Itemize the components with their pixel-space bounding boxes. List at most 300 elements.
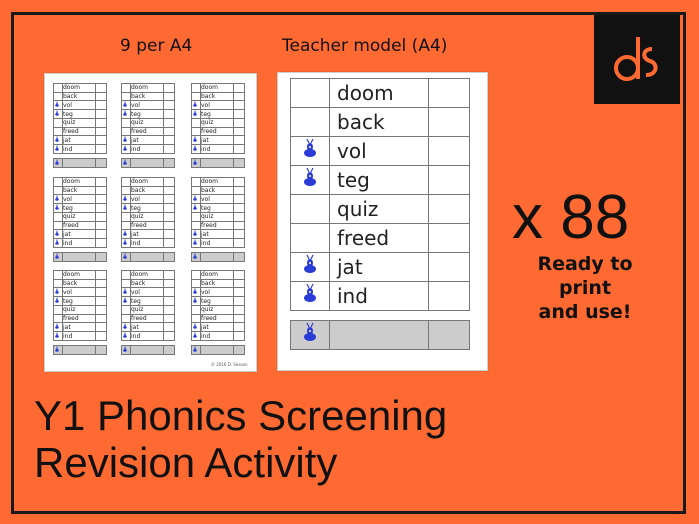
mini-icon-cell: [122, 332, 131, 341]
alien-icon: [122, 204, 128, 210]
mini-word-row: [192, 186, 245, 195]
mini-word-row: [122, 178, 175, 187]
mini-answer-cell: [164, 221, 175, 230]
alien-icon: [122, 195, 128, 201]
mini-icon-cell: [122, 204, 131, 213]
mini-word-row: [54, 84, 107, 93]
mini-answer-cell: [234, 110, 245, 119]
mini-icon-cell: [192, 332, 201, 341]
mini-word-row: [192, 178, 245, 187]
mini-answer-cell: [164, 119, 175, 128]
mini-word-row: [122, 230, 175, 239]
mini-word-row: [54, 279, 107, 288]
mini-word-row: [122, 136, 175, 145]
alien-icon: [54, 239, 60, 245]
word-row: [291, 282, 470, 311]
alien-icon: [54, 297, 60, 303]
mini-answer-cell: [96, 346, 107, 355]
mini-word-row: [54, 271, 107, 280]
mini-word-row: [54, 204, 107, 213]
mini-icon-cell: [54, 84, 63, 93]
mini-answer-cell: [164, 346, 175, 355]
alien-icon: [300, 283, 320, 303]
mini-word-cell: vol: [131, 101, 164, 110]
mini-word-row: [54, 186, 107, 195]
mini-answer-cell: [234, 306, 245, 315]
mini-answer-cell: [164, 110, 175, 119]
mini-answer-cell: [164, 253, 175, 262]
mini-word-cell: teg: [201, 110, 234, 119]
mini-score-cell: [201, 159, 234, 168]
mini-word-cell: vol: [201, 195, 234, 204]
mini-word-row: [192, 119, 245, 128]
mini-word-row: [54, 119, 107, 128]
mini-answer-cell: [164, 178, 175, 187]
mini-icon-cell: [192, 159, 201, 168]
mini-answer-cell: [96, 110, 107, 119]
mini-word-cell: ind: [131, 239, 164, 248]
answer-cell: [429, 321, 470, 350]
mini-word-cell: doom: [63, 271, 96, 280]
mini-icon-cell: [122, 84, 131, 93]
mini-answer-cell: [96, 253, 107, 262]
mini-word-row: [192, 332, 245, 341]
mini-word-cell: quiz: [201, 306, 234, 315]
mini-icon-cell: [192, 145, 201, 154]
mini-icon-cell: [54, 136, 63, 145]
mini-answer-cell: [234, 145, 245, 154]
mini-icon-cell: [122, 271, 131, 280]
mini-score-row: [54, 346, 107, 355]
mini-icon-cell: [122, 253, 131, 262]
mini-answer-cell: [96, 92, 107, 101]
icon-cell: [291, 108, 330, 137]
word-row: [291, 108, 470, 137]
alien-icon: [122, 323, 128, 329]
alien-icon: [122, 239, 128, 245]
mini-icon-cell: [122, 127, 131, 136]
mini-answer-cell: [164, 314, 175, 323]
mini-icon-cell: [192, 221, 201, 230]
mini-answer-cell: [234, 297, 245, 306]
mini-icon-cell: [192, 136, 201, 145]
mini-answer-cell: [234, 253, 245, 262]
mini-icon-cell: [122, 323, 131, 332]
mini-word-row: [192, 204, 245, 213]
mini-word-row: [122, 279, 175, 288]
mini-icon-cell: [54, 178, 63, 187]
alien-icon: [192, 323, 198, 329]
alien-icon: [54, 253, 60, 259]
nine-per-a4-sheet: [44, 73, 257, 372]
mini-score-cell: [201, 253, 234, 262]
alien-icon: [300, 167, 320, 187]
mini-word-cell: freed: [63, 127, 96, 136]
mini-word-row: [54, 92, 107, 101]
mini-score-row: [122, 253, 175, 262]
mini-word-cell: doom: [131, 84, 164, 93]
mini-word-cell: freed: [201, 314, 234, 323]
mini-icon-cell: [54, 346, 63, 355]
mini-answer-cell: [96, 127, 107, 136]
mini-word-cell: teg: [201, 204, 234, 213]
alien-icon: [122, 332, 128, 338]
word-row: [291, 79, 470, 108]
mini-icon-cell: [192, 119, 201, 128]
mini-word-cell: jat: [131, 230, 164, 239]
mini-word-cell: ind: [131, 145, 164, 154]
mini-icon-cell: [54, 314, 63, 323]
mini-word-cell: back: [131, 92, 164, 101]
mini-word-cell: doom: [131, 178, 164, 187]
mini-card: [191, 177, 245, 262]
mini-word-row: [122, 92, 175, 101]
mini-answer-cell: [96, 279, 107, 288]
mini-answer-cell: [96, 306, 107, 315]
mini-icon-cell: [192, 213, 201, 222]
teacher-model-table: [290, 78, 470, 350]
alien-icon: [54, 145, 60, 151]
mini-word-cell: jat: [201, 136, 234, 145]
mini-card: [53, 83, 107, 168]
mini-answer-cell: [164, 84, 175, 93]
mini-answer-cell: [96, 221, 107, 230]
mini-word-row: [122, 101, 175, 110]
alien-icon: [54, 346, 60, 352]
mini-answer-cell: [164, 288, 175, 297]
mini-word-row: [192, 306, 245, 315]
mini-answer-cell: [234, 127, 245, 136]
word-row: [291, 137, 470, 166]
mini-answer-cell: [164, 92, 175, 101]
mini-answer-cell: [164, 306, 175, 315]
mini-icon-cell: [122, 221, 131, 230]
mini-word-cell: back: [63, 279, 96, 288]
mini-card: [53, 270, 107, 355]
mini-word-cell: back: [131, 186, 164, 195]
mini-score-row: [54, 159, 107, 168]
alien-icon: [192, 110, 198, 116]
alien-icon: [54, 159, 60, 165]
mini-word-row: [54, 297, 107, 306]
mini-score-row: [192, 346, 245, 355]
alien-icon: [192, 346, 198, 352]
mini-icon-cell: [54, 221, 63, 230]
mini-word-cell: teg: [63, 204, 96, 213]
mini-word-row: [54, 288, 107, 297]
alien-icon: [122, 253, 128, 259]
mini-answer-cell: [164, 332, 175, 341]
mini-word-row: [122, 204, 175, 213]
mini-answer-cell: [234, 101, 245, 110]
answer-cell: [429, 282, 470, 311]
mini-icon-cell: [122, 178, 131, 187]
mini-word-row: [192, 195, 245, 204]
mini-word-cell: doom: [201, 178, 234, 187]
mini-answer-cell: [234, 314, 245, 323]
mini-icon-cell: [122, 297, 131, 306]
alien-icon: [192, 101, 198, 107]
mini-icon-cell: [122, 101, 131, 110]
alien-icon: [192, 145, 198, 151]
mini-answer-cell: [234, 239, 245, 248]
mini-icon-cell: [192, 127, 201, 136]
mini-word-row: [122, 145, 175, 154]
mini-word-row: [54, 178, 107, 187]
mini-icon-cell: [192, 323, 201, 332]
mini-answer-cell: [96, 230, 107, 239]
alien-icon: [122, 145, 128, 151]
mini-answer-cell: [234, 346, 245, 355]
mini-word-row: [122, 297, 175, 306]
alien-icon: [54, 288, 60, 294]
mini-score-cell: [63, 159, 96, 168]
mini-icon-cell: [54, 110, 63, 119]
mini-word-cell: vol: [201, 288, 234, 297]
mini-answer-cell: [96, 178, 107, 187]
mini-card: [121, 177, 175, 262]
title-line-1: Y1 Phonics Screening: [34, 392, 448, 439]
mini-word-cell: doom: [201, 271, 234, 280]
mini-score-row: [54, 253, 107, 262]
mini-answer-cell: [96, 145, 107, 154]
mini-answer-cell: [96, 288, 107, 297]
mini-answer-cell: [164, 271, 175, 280]
score-row: [291, 321, 470, 350]
mini-icon-cell: [54, 230, 63, 239]
mini-icon-cell: [54, 332, 63, 341]
mini-score-cell: [131, 346, 164, 355]
answer-cell: [429, 79, 470, 108]
mini-score-cell: [131, 159, 164, 168]
mini-word-cell: ind: [63, 332, 96, 341]
mini-word-row: [54, 314, 107, 323]
mini-icon-cell: [54, 271, 63, 280]
answer-cell: [429, 224, 470, 253]
mini-answer-cell: [96, 314, 107, 323]
mini-word-cell: jat: [63, 323, 96, 332]
mini-answer-cell: [164, 204, 175, 213]
mini-answer-cell: [164, 297, 175, 306]
alien-icon: [54, 195, 60, 201]
mini-answer-cell: [234, 221, 245, 230]
mini-icon-cell: [122, 314, 131, 323]
mini-word-row: [122, 221, 175, 230]
mini-answer-cell: [164, 323, 175, 332]
mini-icon-cell: [192, 110, 201, 119]
icon-cell: [291, 282, 330, 311]
mini-word-row: [192, 297, 245, 306]
answer-cell: [429, 166, 470, 195]
mini-answer-cell: [96, 84, 107, 93]
mini-icon-cell: [122, 159, 131, 168]
mini-answer-cell: [234, 84, 245, 93]
mini-word-row: [192, 127, 245, 136]
mini-icon-cell: [54, 159, 63, 168]
count-badge: x 88: [512, 183, 630, 252]
mini-score-cell: [63, 253, 96, 262]
mini-icon-cell: [54, 323, 63, 332]
mini-word-cell: quiz: [131, 119, 164, 128]
icon-cell: [291, 253, 330, 282]
mini-score-row: [192, 253, 245, 262]
mini-icon-cell: [54, 92, 63, 101]
mini-word-cell: quiz: [201, 213, 234, 222]
answer-cell: [429, 253, 470, 282]
alien-icon: [54, 332, 60, 338]
alien-icon: [122, 101, 128, 107]
icon-cell: [291, 321, 330, 350]
mini-word-row: [192, 213, 245, 222]
mini-answer-cell: [96, 186, 107, 195]
mini-word-cell: freed: [201, 221, 234, 230]
mini-word-cell: freed: [63, 221, 96, 230]
mini-word-cell: freed: [63, 314, 96, 323]
mini-word-row: [122, 186, 175, 195]
mini-icon-cell: [192, 239, 201, 248]
mini-word-cell: quiz: [131, 306, 164, 315]
alien-icon: [54, 136, 60, 142]
word-row: [291, 253, 470, 282]
mini-icon-cell: [122, 346, 131, 355]
mini-word-cell: vol: [63, 101, 96, 110]
mini-word-row: [192, 323, 245, 332]
mini-answer-cell: [96, 159, 107, 168]
mini-answer-cell: [234, 230, 245, 239]
mini-icon-cell: [54, 204, 63, 213]
mini-icon-cell: [54, 297, 63, 306]
mini-answer-cell: [234, 186, 245, 195]
mini-icon-cell: [122, 119, 131, 128]
mini-word-cell: quiz: [63, 213, 96, 222]
mini-icon-cell: [192, 297, 201, 306]
ds-logo-icon: [594, 15, 680, 104]
mini-score-cell: [201, 346, 234, 355]
mini-icon-cell: [192, 288, 201, 297]
mini-icon-cell: [192, 92, 201, 101]
alien-icon: [54, 323, 60, 329]
mini-word-row: [192, 92, 245, 101]
mini-word-row: [122, 84, 175, 93]
gap-row: [291, 311, 470, 321]
mini-word-cell: jat: [63, 136, 96, 145]
mini-word-row: [54, 221, 107, 230]
mini-word-cell: ind: [63, 239, 96, 248]
mini-answer-cell: [164, 279, 175, 288]
mini-word-row: [192, 239, 245, 248]
alien-icon: [54, 204, 60, 210]
word-row: [291, 166, 470, 195]
mini-answer-cell: [96, 204, 107, 213]
mini-word-row: [122, 195, 175, 204]
mini-icon-cell: [122, 288, 131, 297]
mini-icon-cell: [122, 279, 131, 288]
mini-word-row: [54, 145, 107, 154]
mini-card: [191, 270, 245, 355]
mini-icon-cell: [192, 84, 201, 93]
mini-answer-cell: [234, 323, 245, 332]
mini-word-row: [122, 332, 175, 341]
mini-word-row: [192, 145, 245, 154]
mini-word-row: [54, 136, 107, 145]
mini-answer-cell: [96, 136, 107, 145]
mini-icon-cell: [54, 279, 63, 288]
alien-icon: [122, 346, 128, 352]
mini-score-row: [122, 159, 175, 168]
mini-word-row: [192, 136, 245, 145]
mini-icon-cell: [192, 178, 201, 187]
mini-icon-cell: [192, 195, 201, 204]
mini-word-row: [192, 84, 245, 93]
mini-answer-cell: [96, 213, 107, 222]
mini-answer-cell: [96, 239, 107, 248]
mini-answer-cell: [234, 119, 245, 128]
mini-answer-cell: [164, 195, 175, 204]
icon-cell: [291, 137, 330, 166]
score-cell: [330, 321, 429, 350]
mini-icon-cell: [192, 101, 201, 110]
icon-cell: [291, 79, 330, 108]
alien-icon: [122, 110, 128, 116]
mini-icon-cell: [122, 213, 131, 222]
mini-word-cell: back: [201, 92, 234, 101]
alien-icon: [122, 288, 128, 294]
mini-answer-cell: [96, 323, 107, 332]
ready-text: [510, 252, 660, 324]
mini-word-cell: quiz: [63, 306, 96, 315]
mini-word-row: [122, 110, 175, 119]
mini-score-cell: [131, 253, 164, 262]
mini-icon-cell: [122, 195, 131, 204]
alien-icon: [122, 136, 128, 142]
ready-line-2: and use!: [538, 301, 632, 323]
mini-icon-cell: [122, 145, 131, 154]
mini-answer-cell: [96, 101, 107, 110]
mini-answer-cell: [164, 101, 175, 110]
mini-answer-cell: [234, 195, 245, 204]
mini-score-row: [192, 159, 245, 168]
mini-word-cell: ind: [201, 332, 234, 341]
mini-icon-cell: [192, 204, 201, 213]
alien-icon: [54, 230, 60, 236]
word-row: [291, 195, 470, 224]
mini-icon-cell: [54, 306, 63, 315]
mini-icon-cell: [192, 314, 201, 323]
mini-answer-cell: [164, 186, 175, 195]
mini-icon-cell: [54, 145, 63, 154]
word-cell: doom: [330, 79, 429, 108]
mini-word-row: [54, 230, 107, 239]
mini-answer-cell: [96, 195, 107, 204]
alien-icon: [122, 297, 128, 303]
mini-word-cell: back: [131, 279, 164, 288]
page-title: [34, 392, 447, 486]
mini-word-cell: back: [201, 186, 234, 195]
mini-word-cell: vol: [131, 288, 164, 297]
ds-logo: [594, 15, 680, 104]
mini-icon-cell: [122, 186, 131, 195]
mini-word-row: [54, 239, 107, 248]
mini-icon-cell: [54, 288, 63, 297]
alien-icon: [192, 159, 198, 165]
answer-cell: [429, 137, 470, 166]
word-cell: ind: [330, 282, 429, 311]
mini-answer-cell: [234, 213, 245, 222]
word-cell: jat: [330, 253, 429, 282]
mini-word-cell: vol: [63, 288, 96, 297]
mini-word-row: [54, 323, 107, 332]
word-cell: quiz: [330, 195, 429, 224]
